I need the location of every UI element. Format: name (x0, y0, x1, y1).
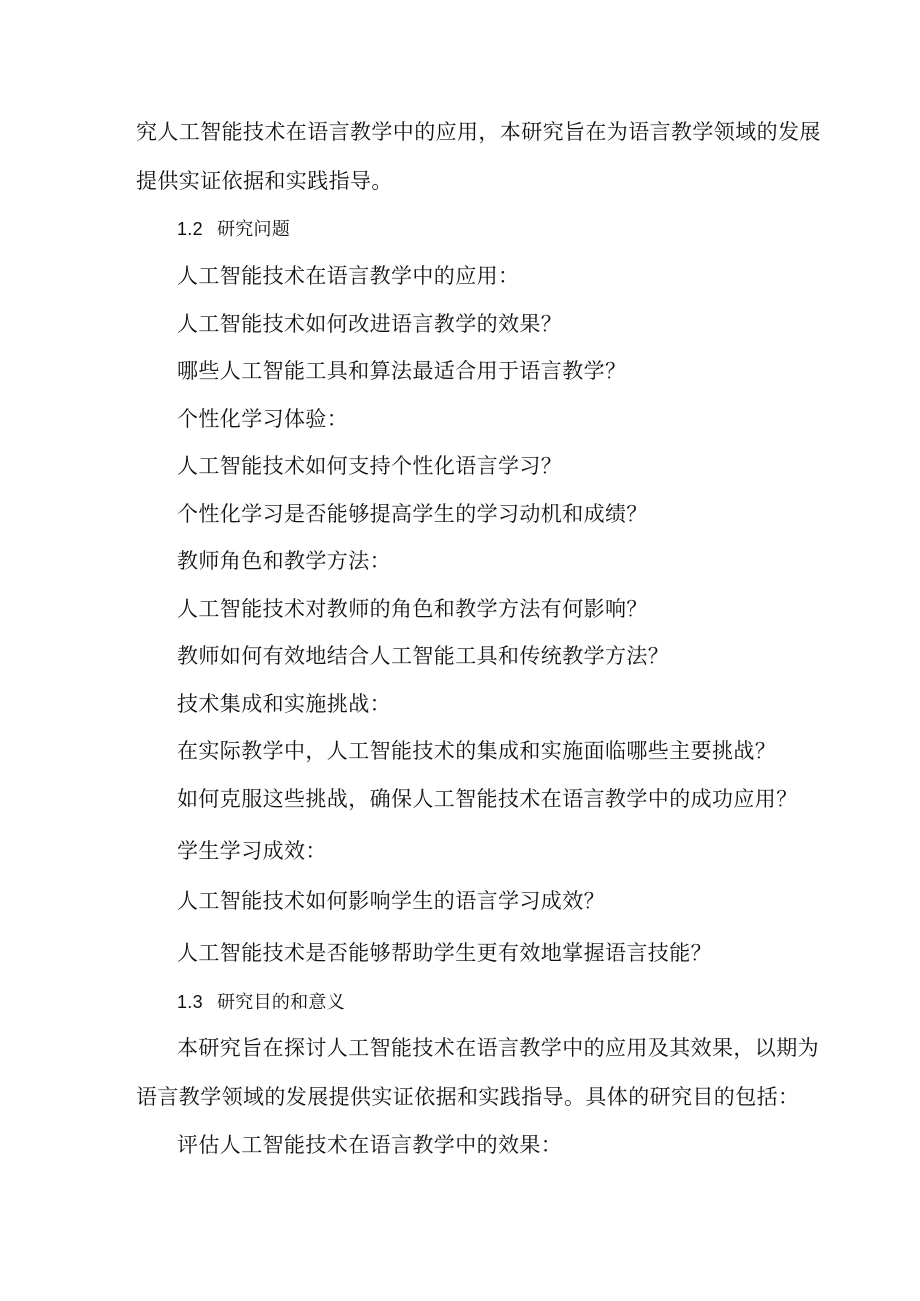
section-title: 研究目的和意义 (216, 992, 346, 1012)
section-heading-1-3 (177, 988, 345, 1016)
paragraph-line: 究人工智能技术在语言教学中的应用，本研究旨在为语言教学领域的发展 (136, 120, 821, 144)
paragraph-line: 本研究旨在探讨人工智能技术在语言教学中的应用及其效果，以期为 (177, 1036, 819, 1060)
section-heading-1-2 (177, 215, 290, 243)
list-item: 个性化学习是否能够提高学生的学习动机和成绩？ (177, 502, 648, 526)
list-item: 人工智能技术如何改进语言教学的效果？ (177, 312, 563, 336)
list-item: 人工智能技术对教师的角色和教学方法有何影响？ (177, 597, 648, 621)
list-item: 技术集成和实施挑战： (177, 692, 391, 716)
paragraph-line: 提供实证依据和实践指导。 (136, 169, 393, 193)
list-item: 在实际教学中，人工智能技术的集成和实施面临哪些主要挑战？ (177, 739, 777, 763)
list-item: 哪些人工智能工具和算法最适合用于语言教学？ (177, 359, 627, 383)
list-item: 学生学习成效： (177, 839, 327, 863)
list-item: 人工智能技术是否能够帮助学生更有效地掌握语言技能？ (177, 941, 712, 965)
section-title: 研究问题 (216, 219, 291, 239)
list-item: 教师角色和教学方法： (177, 549, 391, 573)
list-item: 人工智能技术如何支持个性化语言学习？ (177, 454, 563, 478)
paragraph-line: 评估人工智能技术在语言教学中的效果： (177, 1133, 563, 1157)
list-item: 教师如何有效地结合人工智能工具和传统教学方法？ (177, 644, 670, 668)
list-item: 人工智能技术如何影响学生的语言学习成效？ (177, 889, 605, 913)
paragraph-line: 语言教学领域的发展提供实证依据和实践指导。具体的研究目的包括： (136, 1085, 800, 1109)
list-item: 如何克服这些挑战，确保人工智能技术在语言教学中的成功应用？ (177, 787, 798, 811)
list-item: 人工智能技术在语言教学中的应用： (177, 264, 520, 288)
list-item: 个性化学习体验： (177, 407, 349, 431)
section-number: 1.2 (177, 219, 203, 239)
section-number: 1.3 (177, 992, 203, 1012)
